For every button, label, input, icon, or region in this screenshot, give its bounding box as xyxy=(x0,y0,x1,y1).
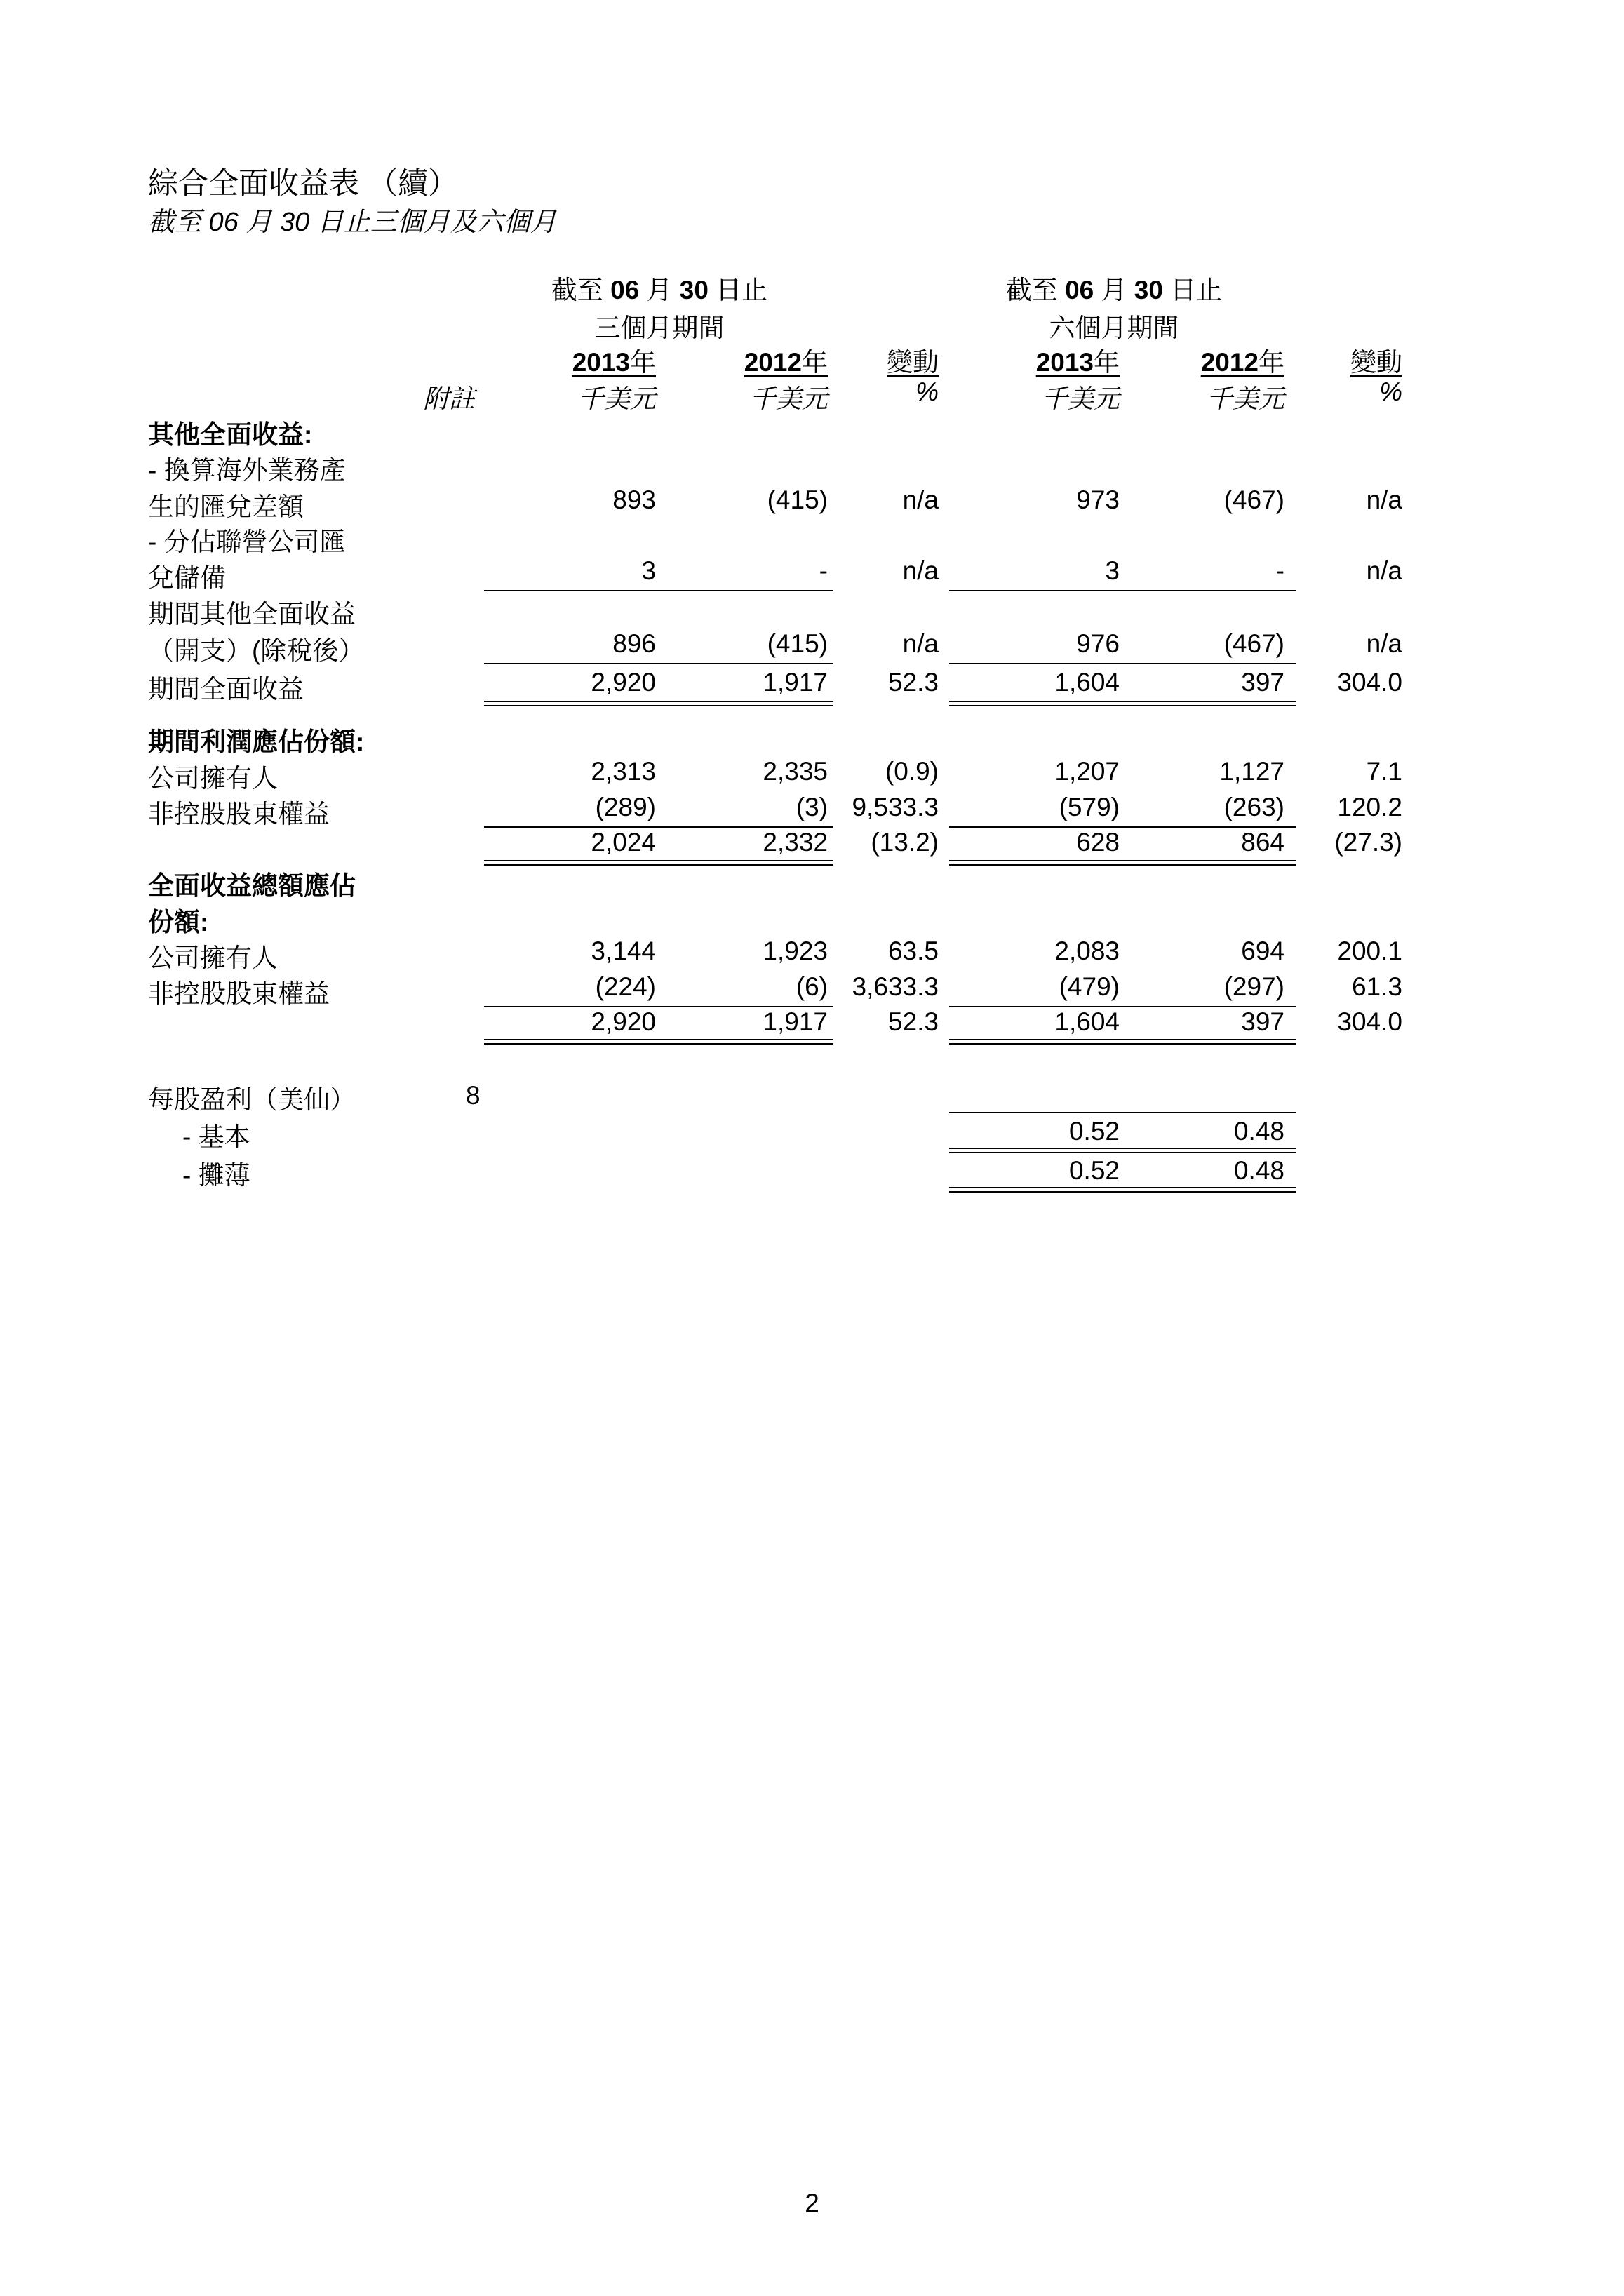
row-oci-total-label-2: （開支）(除稅後） xyxy=(148,636,365,665)
table-cell: 2,332 xyxy=(763,828,828,857)
double-rule xyxy=(949,1148,1296,1153)
table-cell: 1,917 xyxy=(763,668,828,697)
col-header-2012-six: 2012年 xyxy=(1200,348,1284,377)
table-cell: n/a xyxy=(1366,629,1402,658)
col-header-2012-three: 2012年 xyxy=(744,348,828,377)
table-cell: (3) xyxy=(796,793,828,821)
table-cell: n/a xyxy=(1366,485,1402,514)
section-tci-header-2: 份額: xyxy=(148,908,209,936)
table-cell: (6) xyxy=(796,972,828,1001)
eps-diluted-label: - 攤薄 xyxy=(182,1161,250,1190)
table-cell: n/a xyxy=(902,485,939,514)
group-header-three-months: 截至 06 月 30 日止 三個月期間 xyxy=(551,276,768,342)
table-cell: 694 xyxy=(1241,936,1284,965)
table-cell: (579) xyxy=(1059,793,1120,821)
table-cell: 0.48 xyxy=(1233,1117,1284,1146)
table-cell: (297) xyxy=(1223,972,1284,1001)
unit-2012-three: 千美元 xyxy=(750,384,828,413)
unit-2012-six: 千美元 xyxy=(1207,384,1284,413)
table-cell: (415) xyxy=(767,629,828,658)
table-cell: (479) xyxy=(1059,972,1120,1001)
table-cell: 304.0 xyxy=(1337,668,1402,697)
row-profit-owner-label: 公司擁有人 xyxy=(148,764,278,793)
table-cell: 2,313 xyxy=(591,757,656,786)
table-cell: (224) xyxy=(595,972,656,1001)
col-header-change-six: 變動 xyxy=(1350,348,1402,377)
rule-line xyxy=(949,663,1296,664)
table-cell: 1,923 xyxy=(763,936,828,965)
table-cell: 0.52 xyxy=(1068,1156,1120,1185)
row-profit-nci-label: 非控股股東權益 xyxy=(148,800,330,828)
table-cell: 3,144 xyxy=(591,936,656,965)
eps-label: 每股盈利（美仙） xyxy=(148,1085,356,1114)
table-cell: 2,920 xyxy=(591,1007,656,1036)
row-oci-total-label-1: 期間其他全面收益 xyxy=(148,600,356,629)
table-cell: 1,127 xyxy=(1219,757,1284,786)
table-cell: - xyxy=(1275,556,1284,585)
table-cell: 1,604 xyxy=(1054,668,1120,697)
table-cell: 61.3 xyxy=(1351,972,1402,1001)
table-cell: (0.9) xyxy=(885,757,939,786)
row-fx-label-1: - 換算海外業務產 xyxy=(148,456,346,485)
page-subtitle: 截至 06 月 30 日止三個月及六個月 xyxy=(148,208,557,237)
table-cell: 976 xyxy=(1076,629,1120,658)
rule-line xyxy=(949,590,1296,591)
table-cell: 1,917 xyxy=(763,1007,828,1036)
table-cell: 63.5 xyxy=(887,936,939,965)
table-cell: 2,920 xyxy=(591,668,656,697)
table-cell: 864 xyxy=(1241,828,1284,857)
double-rule xyxy=(949,1187,1296,1193)
table-cell: 628 xyxy=(1076,828,1120,857)
col-header-change-three: 變動 xyxy=(887,348,939,377)
unit-2013-three: 千美元 xyxy=(578,384,656,413)
unit-2013-six: 千美元 xyxy=(1042,384,1120,413)
table-cell: 120.2 xyxy=(1337,793,1402,821)
double-rule xyxy=(484,860,833,866)
rule-line xyxy=(484,663,833,664)
table-cell: (263) xyxy=(1223,793,1284,821)
table-cell: (13.2) xyxy=(871,828,939,857)
table-cell: (415) xyxy=(767,485,828,514)
group-header-six-months: 截至 06 月 30 日止 六個月期間 xyxy=(1005,276,1223,342)
rule-line xyxy=(949,1112,1296,1113)
table-cell: 200.1 xyxy=(1337,936,1402,965)
col-header-2013-six: 2013年 xyxy=(1035,348,1120,377)
table-cell: 3 xyxy=(1105,556,1120,585)
table-cell: 0.48 xyxy=(1233,1156,1284,1185)
table-cell: (467) xyxy=(1223,629,1284,658)
table-cell: (27.3) xyxy=(1334,828,1402,857)
table-cell: 896 xyxy=(612,629,656,658)
table-cell: 397 xyxy=(1241,1007,1284,1036)
table-cell: 52.3 xyxy=(887,668,939,697)
table-cell: 304.0 xyxy=(1337,1007,1402,1036)
table-cell: (467) xyxy=(1223,485,1284,514)
double-rule xyxy=(949,1039,1296,1045)
table-cell: 1,604 xyxy=(1054,1007,1120,1036)
row-assoc-label-2: 兌儲備 xyxy=(148,563,226,592)
note-header: 附註 xyxy=(423,384,475,413)
table-cell: 52.3 xyxy=(887,1007,939,1036)
table-cell: 3 xyxy=(641,556,656,585)
unit-pct-three: % xyxy=(915,377,939,406)
page-number: 2 xyxy=(805,2189,819,2217)
table-cell: n/a xyxy=(1366,556,1402,585)
double-rule xyxy=(484,1039,833,1045)
unit-pct-six: % xyxy=(1379,377,1402,406)
row-total-ci-label: 期間全面收益 xyxy=(148,675,304,704)
page-title: 綜合全面收益表 （續） xyxy=(148,167,458,201)
section-profit-header: 期間利潤應佔份額: xyxy=(148,727,365,756)
table-cell: 1,207 xyxy=(1054,757,1120,786)
table-cell: 397 xyxy=(1241,668,1284,697)
section-tci-header-1: 全面收益總額應佔 xyxy=(148,871,356,900)
row-assoc-label-1: - 分佔聯營公司匯 xyxy=(148,528,346,556)
double-rule xyxy=(484,701,833,706)
table-cell: 973 xyxy=(1076,485,1120,514)
col-header-2013-three: 2013年 xyxy=(572,348,656,377)
row-tci-nci-label: 非控股股東權益 xyxy=(148,979,330,1008)
double-rule xyxy=(949,860,1296,866)
table-cell: 9,533.3 xyxy=(852,793,939,821)
table-cell: 2,024 xyxy=(591,828,656,857)
table-cell: - xyxy=(819,556,828,585)
eps-note-ref: 8 xyxy=(466,1081,481,1110)
table-cell: 7.1 xyxy=(1366,757,1402,786)
table-cell: 3,633.3 xyxy=(852,972,939,1001)
table-cell: 893 xyxy=(612,485,656,514)
table-cell: 2,335 xyxy=(763,757,828,786)
section-oci-header: 其他全面收益: xyxy=(148,420,313,449)
row-fx-label-2: 生的匯兌差額 xyxy=(148,492,304,521)
table-cell: 0.52 xyxy=(1068,1117,1120,1146)
table-cell: (289) xyxy=(595,793,656,821)
table-cell: n/a xyxy=(902,556,939,585)
double-rule xyxy=(949,701,1296,706)
row-tci-owner-label: 公司擁有人 xyxy=(148,944,278,972)
table-cell: 2,083 xyxy=(1054,936,1120,965)
table-cell: n/a xyxy=(902,629,939,658)
eps-basic-label: - 基本 xyxy=(182,1122,250,1151)
rule-line xyxy=(484,590,833,591)
